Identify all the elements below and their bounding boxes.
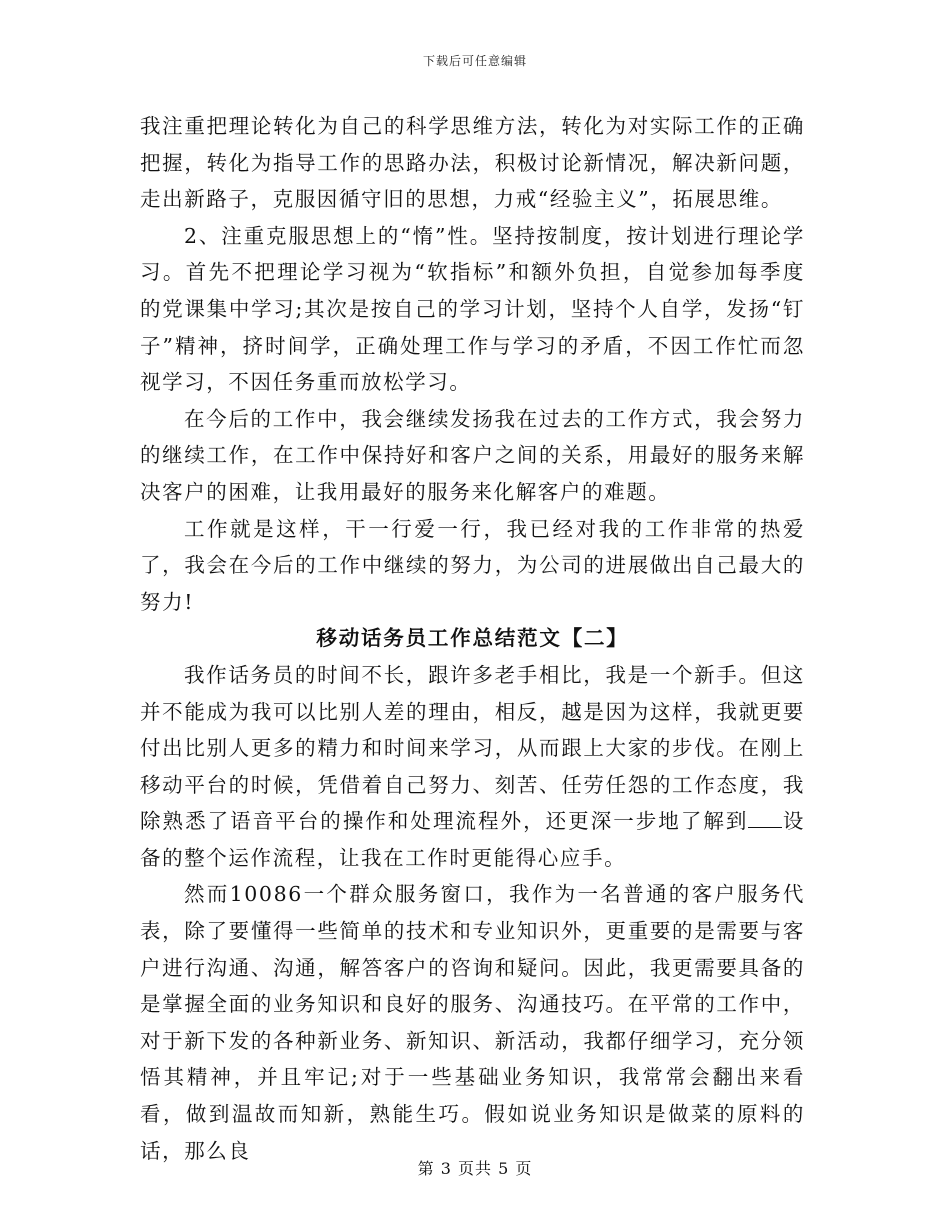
paragraph-6: 然而10086一个群众服务窗口，我作为一名普通的客户服务代表，除了要懂得一些简单的技术和专业知识外，更重要的是需要与客户进行沟通、沟通，解答客户的咨询和疑问。因此，我更需要具备的是掌握全面的业务知识和良好的服务、沟通技巧。在平常的工作中，对于新下发的各种新业务、新知识、新活动，我都仔细学习，充分领悟其精神，并且牢记;对于一些基础业务知识，我常常会翻出来看看，做到温故而知新，熟能生巧。假如说业务知识是做菜的原料的话，那么良 bbox=[140, 882, 805, 1163]
paragraph-4: 工作就是这样，干一行爱一行，我已经对我的工作非常的热爱了，我会在今后的工作中继续的努力，为公司的进展做出自己最大的努力! bbox=[140, 516, 805, 614]
paragraph-1: 我注重把理论转化为自己的科学思维方法，转化为对实际工作的正确把握，转化为指导工作的思路办法，积极讨论新情况，解决新问题，走出新路子，克服因循守旧的思想，力戒“经验主义”，拓展思维。 bbox=[140, 114, 805, 212]
paragraph-5 bbox=[140, 657, 805, 877]
fill-in-blank bbox=[748, 809, 782, 828]
page-header: 下载后可任意编辑 bbox=[422, 54, 527, 68]
paragraph-5-part-b: 设备的整个运作流程，让我在工作时更能得心应手。 bbox=[140, 809, 805, 870]
document-body bbox=[140, 108, 805, 1169]
paragraph-2: 2、注重克服思想上的“惰”性。坚持按制度，按计划进行理论学习。首先不把理论学习视为“软指标”和额外负担，自觉参加每季度的党课集中学习;其次是按自己的学习计划，坚持个人自学，发扬“钉子”精神，挤时间学，正确处理工作与学习的矛盾，不因工作忙而忽视学习，不因任务重而放松学习。 bbox=[140, 223, 805, 395]
paragraph-5-part-a: 我作话务员的时间不长，跟许多老手相比，我是一个新手。但这并不能成为我可以比别人差的理由，相反，越是因为这样，我就更要付出比别人更多的精力和时间来学习，从而跟上大家的步伐。在刚上移动平台的时候，凭借着自己努力、刻苦、任劳任怨的工作态度，我除熟悉了语音平台的操作和处理流程外，还更深一步地了解到 bbox=[140, 662, 805, 834]
page-footer: 第 3 页共 5 页 bbox=[417, 1159, 533, 1178]
section-heading: 移动话务员工作总结范文【二】 bbox=[316, 626, 629, 651]
paragraph-3: 在今后的工作中，我会继续发扬我在过去的工作方式，我会努力的继续工作，在工作中保持好和客户之间的关系，用最好的服务来解决客户的困难，让我用最好的服务来化解客户的难题。 bbox=[140, 406, 805, 504]
